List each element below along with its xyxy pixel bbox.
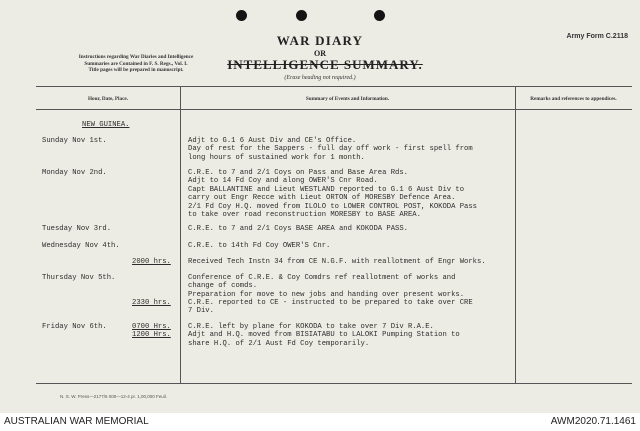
entry-text: C.R.E. to 7 and 2/1 Coys on Pass and Base Area Rds. Adjt to 14 Fd Coy and along OWER'S Cnr Road. Capt BALLANTINE and Lieut WESTLAND reported to G.1 6 Aust Div to carry out Engr Recce with Lieut ORTON of MORESBY Defence Area. 2/1 Fd Coy H.Q. moved from ILOLO to LOWER CONTROL POST, KOKODA Pass to take over road reconstruction MORESBY to BASE AREA. [188, 169, 477, 220]
column-header-summary: Summary of Events and Information. [305, 96, 390, 102]
section-heading: NEW GUINEA. [82, 121, 130, 129]
column-header-remarks: Remarks and references to appendices. [530, 96, 617, 102]
punch-hole [296, 10, 307, 21]
table-header-rule [36, 109, 632, 110]
table-bottom-rule [36, 383, 632, 384]
entry-text: C.R.E. left by plane for KOKODA to take over 7 Div R.A.E. Adjt and H.Q. moved from BISIATABU to LALOKI Pumping Station to share H.Q. of 2/1 Aust Fd Coy temporarily. [188, 323, 460, 348]
entry-time: 1200 Hrs. [132, 331, 171, 339]
entry-text: C.R.E. reported to CE - instructed to be prepared to take over CRE 7 Div. [188, 299, 473, 316]
instructions-line: Title pages will be prepared in manuscript. [88, 67, 184, 74]
entry-date: Wednesday Nov 4th. [42, 242, 120, 250]
entry-text: C.R.E. to 7 and 2/1 Coys BASE AREA and KOKODA PASS. [188, 225, 408, 233]
entry-date: Sunday Nov 1st. [42, 137, 107, 145]
title-or: OR [314, 49, 326, 58]
archive-credit: AUSTRALIAN WAR MEMORIAL [4, 416, 149, 427]
table-top-rule [36, 86, 632, 87]
column-header-date: Hour, Date, Place. [87, 96, 128, 102]
entry-date: Friday Nov 6th. [42, 323, 107, 331]
entry-time: 0700 Hrs. [132, 323, 171, 331]
archive-id: AWM2020.71.1461 [550, 416, 636, 427]
instructions-line: Instructions regarding War Diaries and Intelligence [78, 54, 194, 60]
page-subtitle-text: INTELLIGENCE SUMMARY. [227, 57, 423, 72]
column-divider [515, 86, 516, 383]
entry-text: Received Tech Instn 34 from CE N.G.F. with reallotment of Engr Works. [188, 258, 486, 266]
entry-text: Adjt to G.1 6 Aust Div and CE's Office. Day of rest for the Sappers - full day off work - first spell from long hours of sustained work for 1 month. [188, 137, 473, 162]
instructions [48, 54, 224, 74]
column-divider [180, 86, 181, 383]
printer-imprint: N. S. W. Press—2177/6 000—12-4 pr. 1,00,000 Feuil. [60, 394, 168, 399]
entry-date: Tuesday Nov 3rd. [42, 225, 112, 233]
page-title: WAR DIARY [276, 33, 364, 48]
entry-time: 2330 hrs. [132, 299, 171, 307]
instructions-line: Summaries are Contained in F. S. Regs., Vol. I. [84, 60, 188, 67]
entry-date: Monday Nov 2nd. [42, 169, 107, 177]
erase-note: (Erase heading not required.) [284, 75, 356, 81]
page-subtitle [200, 57, 450, 73]
entry-date: Thursday Nov 5th. [42, 274, 116, 282]
form-id: Army Form C.2118 [566, 33, 628, 40]
entry-text: Conference of C.R.E. & Coy Comdrs ref reallotment of works and change of comds. Preparation for move to new jobs and handing over present works. [188, 274, 465, 299]
punch-hole [236, 10, 247, 21]
entry-text: C.R.E. to 14th Fd Coy OWER'S Cnr. [188, 242, 331, 250]
entry-time: 2000 hrs. [132, 258, 171, 266]
punch-hole [374, 10, 385, 21]
